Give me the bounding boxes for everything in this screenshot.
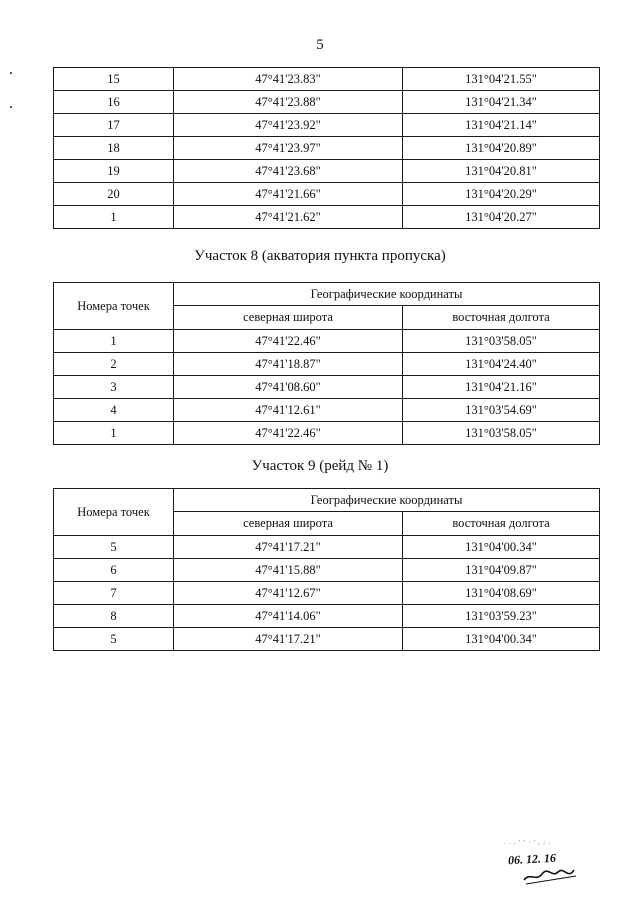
stamp-marks: . . . ' ' · ' , ; . xyxy=(504,840,551,846)
table-row xyxy=(54,422,600,445)
section-heading-8: Участок 8 (акватория пункта пропуска) xyxy=(194,248,446,264)
north-latitude-cell: 47°41'23.92" xyxy=(174,114,403,137)
point-number-cell: 7 xyxy=(54,582,174,605)
east-longitude-cell: 131°04'09.87" xyxy=(403,559,600,582)
north-latitude-cell: 47°41'14.06" xyxy=(174,605,403,628)
signature-icon xyxy=(496,840,596,890)
north-latitude-cell: 47°41'22.46" xyxy=(174,330,403,353)
east-longitude-cell: 131°03'54.69" xyxy=(403,399,600,422)
north-latitude-cell: 47°41'23.88" xyxy=(174,91,403,114)
east-longitude-cell: 131°03'58.05" xyxy=(403,330,600,353)
table-row xyxy=(54,628,600,651)
point-number-cell: 5 xyxy=(54,536,174,559)
handwritten-date-stamp xyxy=(496,840,596,890)
north-latitude-cell: 47°41'22.46" xyxy=(174,422,403,445)
table-row xyxy=(54,605,600,628)
scan-mark xyxy=(10,106,12,108)
table-row xyxy=(54,137,600,160)
east-longitude-cell: 131°04'21.34" xyxy=(403,91,600,114)
point-number-cell: 1 xyxy=(54,330,174,353)
table-row xyxy=(54,353,600,376)
east-longitude-cell: 131°04'21.14" xyxy=(403,114,600,137)
point-number-cell: 20 xyxy=(54,183,174,206)
table-row xyxy=(54,206,600,229)
stamp-date: 06. 12. 16 xyxy=(507,850,557,868)
table-row xyxy=(54,114,600,137)
table-row xyxy=(54,68,600,91)
header-east-longitude: восточная долгота xyxy=(403,512,600,536)
point-number-cell: 6 xyxy=(54,559,174,582)
point-number-cell: 15 xyxy=(54,68,174,91)
header-point-numbers: Номера точек xyxy=(54,489,174,536)
east-longitude-cell: 131°03'59.23" xyxy=(403,605,600,628)
table-row xyxy=(54,582,600,605)
east-longitude-cell: 131°04'00.34" xyxy=(403,536,600,559)
east-longitude-cell: 131°04'08.69" xyxy=(403,582,600,605)
north-latitude-cell: 47°41'23.97" xyxy=(174,137,403,160)
header-north-latitude: северная широта xyxy=(174,306,403,330)
east-longitude-cell: 131°04'20.29" xyxy=(403,183,600,206)
east-longitude-cell: 131°04'20.89" xyxy=(403,137,600,160)
east-longitude-cell: 131°04'20.81" xyxy=(403,160,600,183)
header-point-numbers: Номера точек xyxy=(54,283,174,330)
table-row xyxy=(54,160,600,183)
table-row xyxy=(54,91,600,114)
point-number-cell: 2 xyxy=(54,353,174,376)
east-longitude-cell: 131°04'24.40" xyxy=(403,353,600,376)
section-heading-9: Участок 9 (рейд № 1) xyxy=(251,458,389,474)
east-longitude-cell: 131°04'21.16" xyxy=(403,376,600,399)
north-latitude-cell: 47°41'21.62" xyxy=(174,206,403,229)
point-number-cell: 4 xyxy=(54,399,174,422)
point-number-cell: 1 xyxy=(54,422,174,445)
north-latitude-cell: 47°41'21.66" xyxy=(174,183,403,206)
east-longitude-cell: 131°04'00.34" xyxy=(403,628,600,651)
table-row xyxy=(54,559,600,582)
point-number-cell: 8 xyxy=(54,605,174,628)
point-number-cell: 18 xyxy=(54,137,174,160)
point-number-cell: 1 xyxy=(54,206,174,229)
east-longitude-cell: 131°04'21.55" xyxy=(403,68,600,91)
page-number: 5 xyxy=(316,37,324,53)
point-number-cell: 16 xyxy=(54,91,174,114)
coordinates-table-continued xyxy=(53,67,600,229)
scan-mark xyxy=(10,72,12,74)
header-geo-coordinates: Географические координаты xyxy=(174,489,600,512)
north-latitude-cell: 47°41'12.67" xyxy=(174,582,403,605)
point-number-cell: 3 xyxy=(54,376,174,399)
table-row xyxy=(54,536,600,559)
table-row xyxy=(54,376,600,399)
table-row xyxy=(54,330,600,353)
north-latitude-cell: 47°41'12.61" xyxy=(174,399,403,422)
east-longitude-cell: 131°04'20.27" xyxy=(403,206,600,229)
header-north-latitude: северная широта xyxy=(174,512,403,536)
table-row xyxy=(54,183,600,206)
north-latitude-cell: 47°41'23.83" xyxy=(174,68,403,91)
north-latitude-cell: 47°41'15.88" xyxy=(174,559,403,582)
point-number-cell: 17 xyxy=(54,114,174,137)
north-latitude-cell: 47°41'18.87" xyxy=(174,353,403,376)
coordinates-table-section-9 xyxy=(53,488,600,651)
north-latitude-cell: 47°41'23.68" xyxy=(174,160,403,183)
point-number-cell: 19 xyxy=(54,160,174,183)
north-latitude-cell: 47°41'08.60" xyxy=(174,376,403,399)
north-latitude-cell: 47°41'17.21" xyxy=(174,628,403,651)
east-longitude-cell: 131°03'58.05" xyxy=(403,422,600,445)
header-east-longitude: восточная долгота xyxy=(403,306,600,330)
table-row xyxy=(54,399,600,422)
north-latitude-cell: 47°41'17.21" xyxy=(174,536,403,559)
coordinates-table-section-8 xyxy=(53,282,600,445)
header-geo-coordinates: Географические координаты xyxy=(174,283,600,306)
point-number-cell: 5 xyxy=(54,628,174,651)
